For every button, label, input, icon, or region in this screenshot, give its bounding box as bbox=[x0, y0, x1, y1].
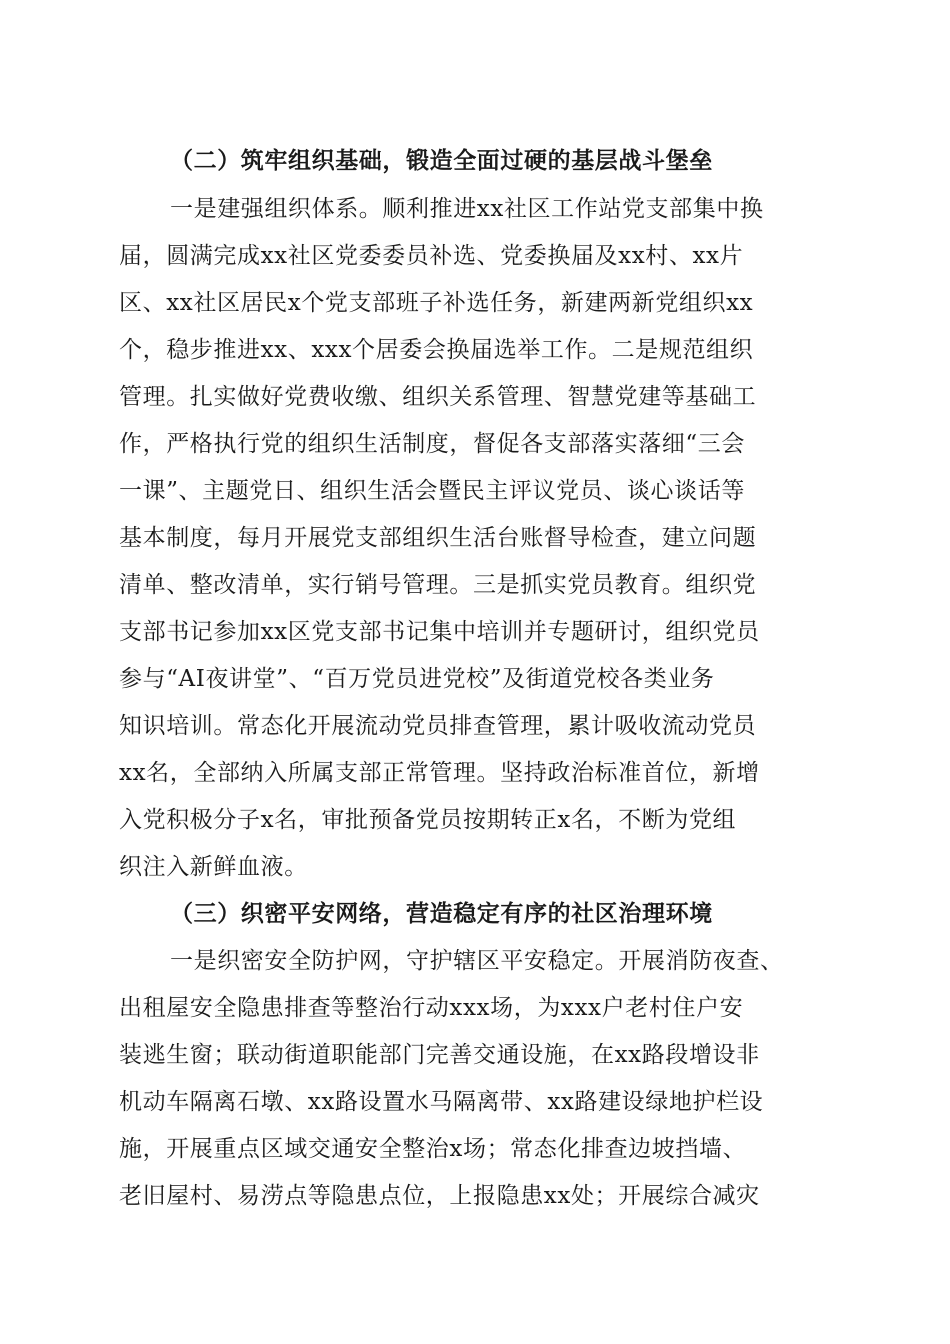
section-heading-3: （三）织密平安网络，营造稳定有序的社区治理环境 bbox=[170, 900, 713, 927]
paragraph-line: 出租屋安全隐患排查等整治行动xxx场，为xxx户老村住户安 bbox=[119, 995, 744, 1021]
paragraph-line: 机动车隔离石墩、xx路设置水马隔离带、xx路建设绿地护栏设 bbox=[119, 1089, 764, 1115]
paragraph-line: 个，稳步推进xx、xxx个居委会换届选举工作。二是规范组织 bbox=[119, 337, 754, 363]
paragraph-line: 作，严格执行党的组织生活制度，督促各支部落实落细“三会 bbox=[119, 431, 745, 457]
paragraph-line: 管理。扎实做好党费收缴、组织关系管理、智慧党建等基础工 bbox=[119, 384, 757, 410]
paragraph-line: 入党积极分子x名，审批预备党员按期转正x名，不断为党组 bbox=[119, 807, 737, 833]
paragraph-line: 参与“AI夜讲堂”、“百万党员进党校”及街道党校各类业务 bbox=[119, 666, 715, 692]
paragraph-line: 一课”、主题党日、组织生活会暨民主评议党员、谈心谈话等 bbox=[119, 478, 745, 504]
paragraph-line: 一是建强组织体系。顺利推进xx社区工作站党支部集中换 bbox=[170, 196, 764, 222]
paragraph-line: 届，圆满完成xx社区党委委员补选、党委换届及xx村、xx片 bbox=[119, 243, 744, 269]
section-heading-2: （二）筑牢组织基础，锻造全面过硬的基层战斗堡垒 bbox=[170, 147, 713, 174]
paragraph-line: 施，开展重点区域交通安全整治x场；常态化排查边坡挡墙、 bbox=[119, 1136, 747, 1162]
paragraph-line: 一是织密安全防护网，守护辖区平安稳定。开展消防夜查、 bbox=[170, 948, 784, 974]
paragraph-line: 支部书记参加xx区党支部书记集中培训并专题研讨，组织党员 bbox=[119, 619, 760, 645]
paragraph-line: xx名，全部纳入所属支部正常管理。坚持政治标准首位，新增 bbox=[119, 760, 760, 786]
paragraph-line: 织注入新鲜血液。 bbox=[119, 854, 308, 880]
paragraph-line: 基本制度，每月开展党支部组织生活台账督导检查，建立问题 bbox=[119, 525, 757, 551]
paragraph-line: 老旧屋村、易涝点等隐患点位，上报隐患xx处；开展综合减灾 bbox=[119, 1183, 760, 1209]
paragraph-line: 知识培训。常态化开展流动党员排查管理，累计吸收流动党员 bbox=[119, 713, 757, 739]
paragraph-line: 清单、整改清单，实行销号管理。三是抓实党员教育。组织党 bbox=[119, 572, 757, 598]
paragraph-line: 区、xx社区居民x个党支部班子补选任务，新建两新党组织xx bbox=[119, 290, 754, 316]
paragraph-line: 装逃生窗；联动街道职能部门完善交通设施，在xx路段增设非 bbox=[119, 1042, 760, 1068]
